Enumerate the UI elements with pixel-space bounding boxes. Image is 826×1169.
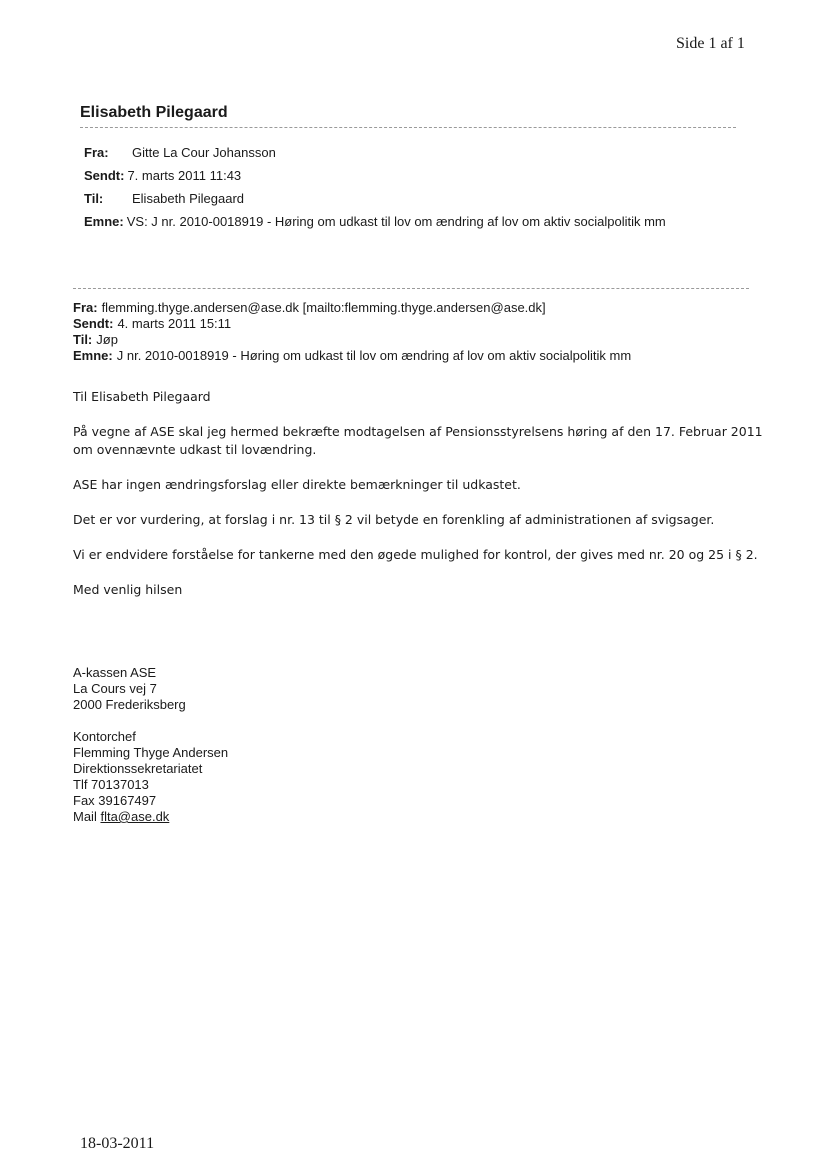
outer-to-label: Til: bbox=[84, 191, 104, 206]
inner-subject-row bbox=[73, 348, 631, 364]
forward-divider bbox=[73, 288, 749, 289]
body-paragraph: ASE har ingen ændringsforslag eller direkte bemærkninger til udkastet. bbox=[73, 477, 521, 492]
email-body bbox=[73, 388, 763, 599]
inner-subject-label: Emne: bbox=[73, 348, 113, 363]
inner-sent-value: 4. marts 2011 15:11 bbox=[117, 316, 232, 331]
mail-link[interactable]: flta@ase.dk bbox=[100, 809, 170, 824]
footer-date: 18-03-2011 bbox=[80, 1135, 155, 1152]
inner-to-label: Til: bbox=[73, 332, 93, 347]
inner-subject-value: J nr. 2010-0018919 - Høring om udkast til lov om ændring af lov om aktiv socialpolitik mm bbox=[116, 348, 632, 363]
org-name: A-kassen ASE bbox=[73, 665, 157, 680]
phone: Tlf 70137013 bbox=[73, 777, 149, 792]
outer-sent-row bbox=[84, 164, 666, 187]
city-address: 2000 Frederiksberg bbox=[73, 697, 186, 712]
outer-from-label: Fra: bbox=[84, 145, 109, 160]
body-paragraph: Vi er endvidere forståelse for tankerne med den øgede mulighed for kontrol, der gives med nr. 20 og 25 i § 2. bbox=[73, 547, 758, 562]
outer-from-value: Gitte La Cour Johansson bbox=[132, 145, 276, 160]
inner-email-headers bbox=[73, 300, 631, 364]
inner-sent-row bbox=[73, 316, 631, 332]
outer-subject-row bbox=[84, 210, 666, 233]
department: Direktionssekretariatet bbox=[73, 761, 203, 776]
greeting: Til Elisabeth Pilegaard bbox=[73, 389, 211, 404]
fax: Fax 39167497 bbox=[73, 793, 157, 808]
inner-sent-label: Sendt: bbox=[73, 316, 114, 331]
inner-to-row bbox=[73, 332, 631, 348]
closing: Med venlig hilsen bbox=[73, 582, 183, 597]
outer-subject-label: Emne: bbox=[84, 214, 124, 229]
street-address: La Cours vej 7 bbox=[73, 681, 157, 696]
address-block bbox=[73, 665, 228, 713]
mail-row bbox=[73, 809, 228, 825]
inner-from-row bbox=[73, 300, 631, 316]
outer-to-row bbox=[84, 187, 666, 210]
inner-from-value: flemming.thyge.andersen@ase.dk [mailto:flemming.thyge.andersen@ase.dk] bbox=[101, 300, 546, 315]
inner-from-label: Fra: bbox=[73, 300, 98, 315]
contact-block bbox=[73, 729, 228, 825]
person-name: Flemming Thyge Andersen bbox=[73, 745, 229, 760]
outer-email-headers bbox=[84, 141, 666, 233]
mail-prefix: Mail bbox=[73, 809, 97, 824]
outer-from-row bbox=[84, 141, 666, 164]
body-paragraph: Det er vor vurdering, at forslag i nr. 13 til § 2 vil betyde en forenkling af administrationen af svigsager. bbox=[73, 512, 715, 527]
outer-subject-value: VS: J nr. 2010-0018919 - Høring om udkast til lov om ændring af lov om aktiv socialpolitik mm bbox=[126, 214, 666, 229]
page-number-label: Side 1 af 1 bbox=[676, 35, 745, 52]
signature-block bbox=[73, 665, 228, 841]
outer-sent-label: Sendt: bbox=[84, 168, 125, 183]
sender-name-heading: Elisabeth Pilegaard bbox=[80, 104, 228, 121]
outer-sent-value: 7. marts 2011 11:43 bbox=[127, 168, 242, 183]
job-title: Kontorchef bbox=[73, 729, 136, 744]
outer-to-value: Elisabeth Pilegaard bbox=[132, 191, 245, 206]
header-divider bbox=[80, 127, 736, 128]
body-paragraph: På vegne af ASE skal jeg hermed bekræfte modtagelsen af Pensionsstyrelsens høring af den 17. Februar 2011 om ovennævnte udkast til lovændring. bbox=[73, 424, 763, 457]
inner-to-value: Jøp bbox=[96, 332, 118, 347]
